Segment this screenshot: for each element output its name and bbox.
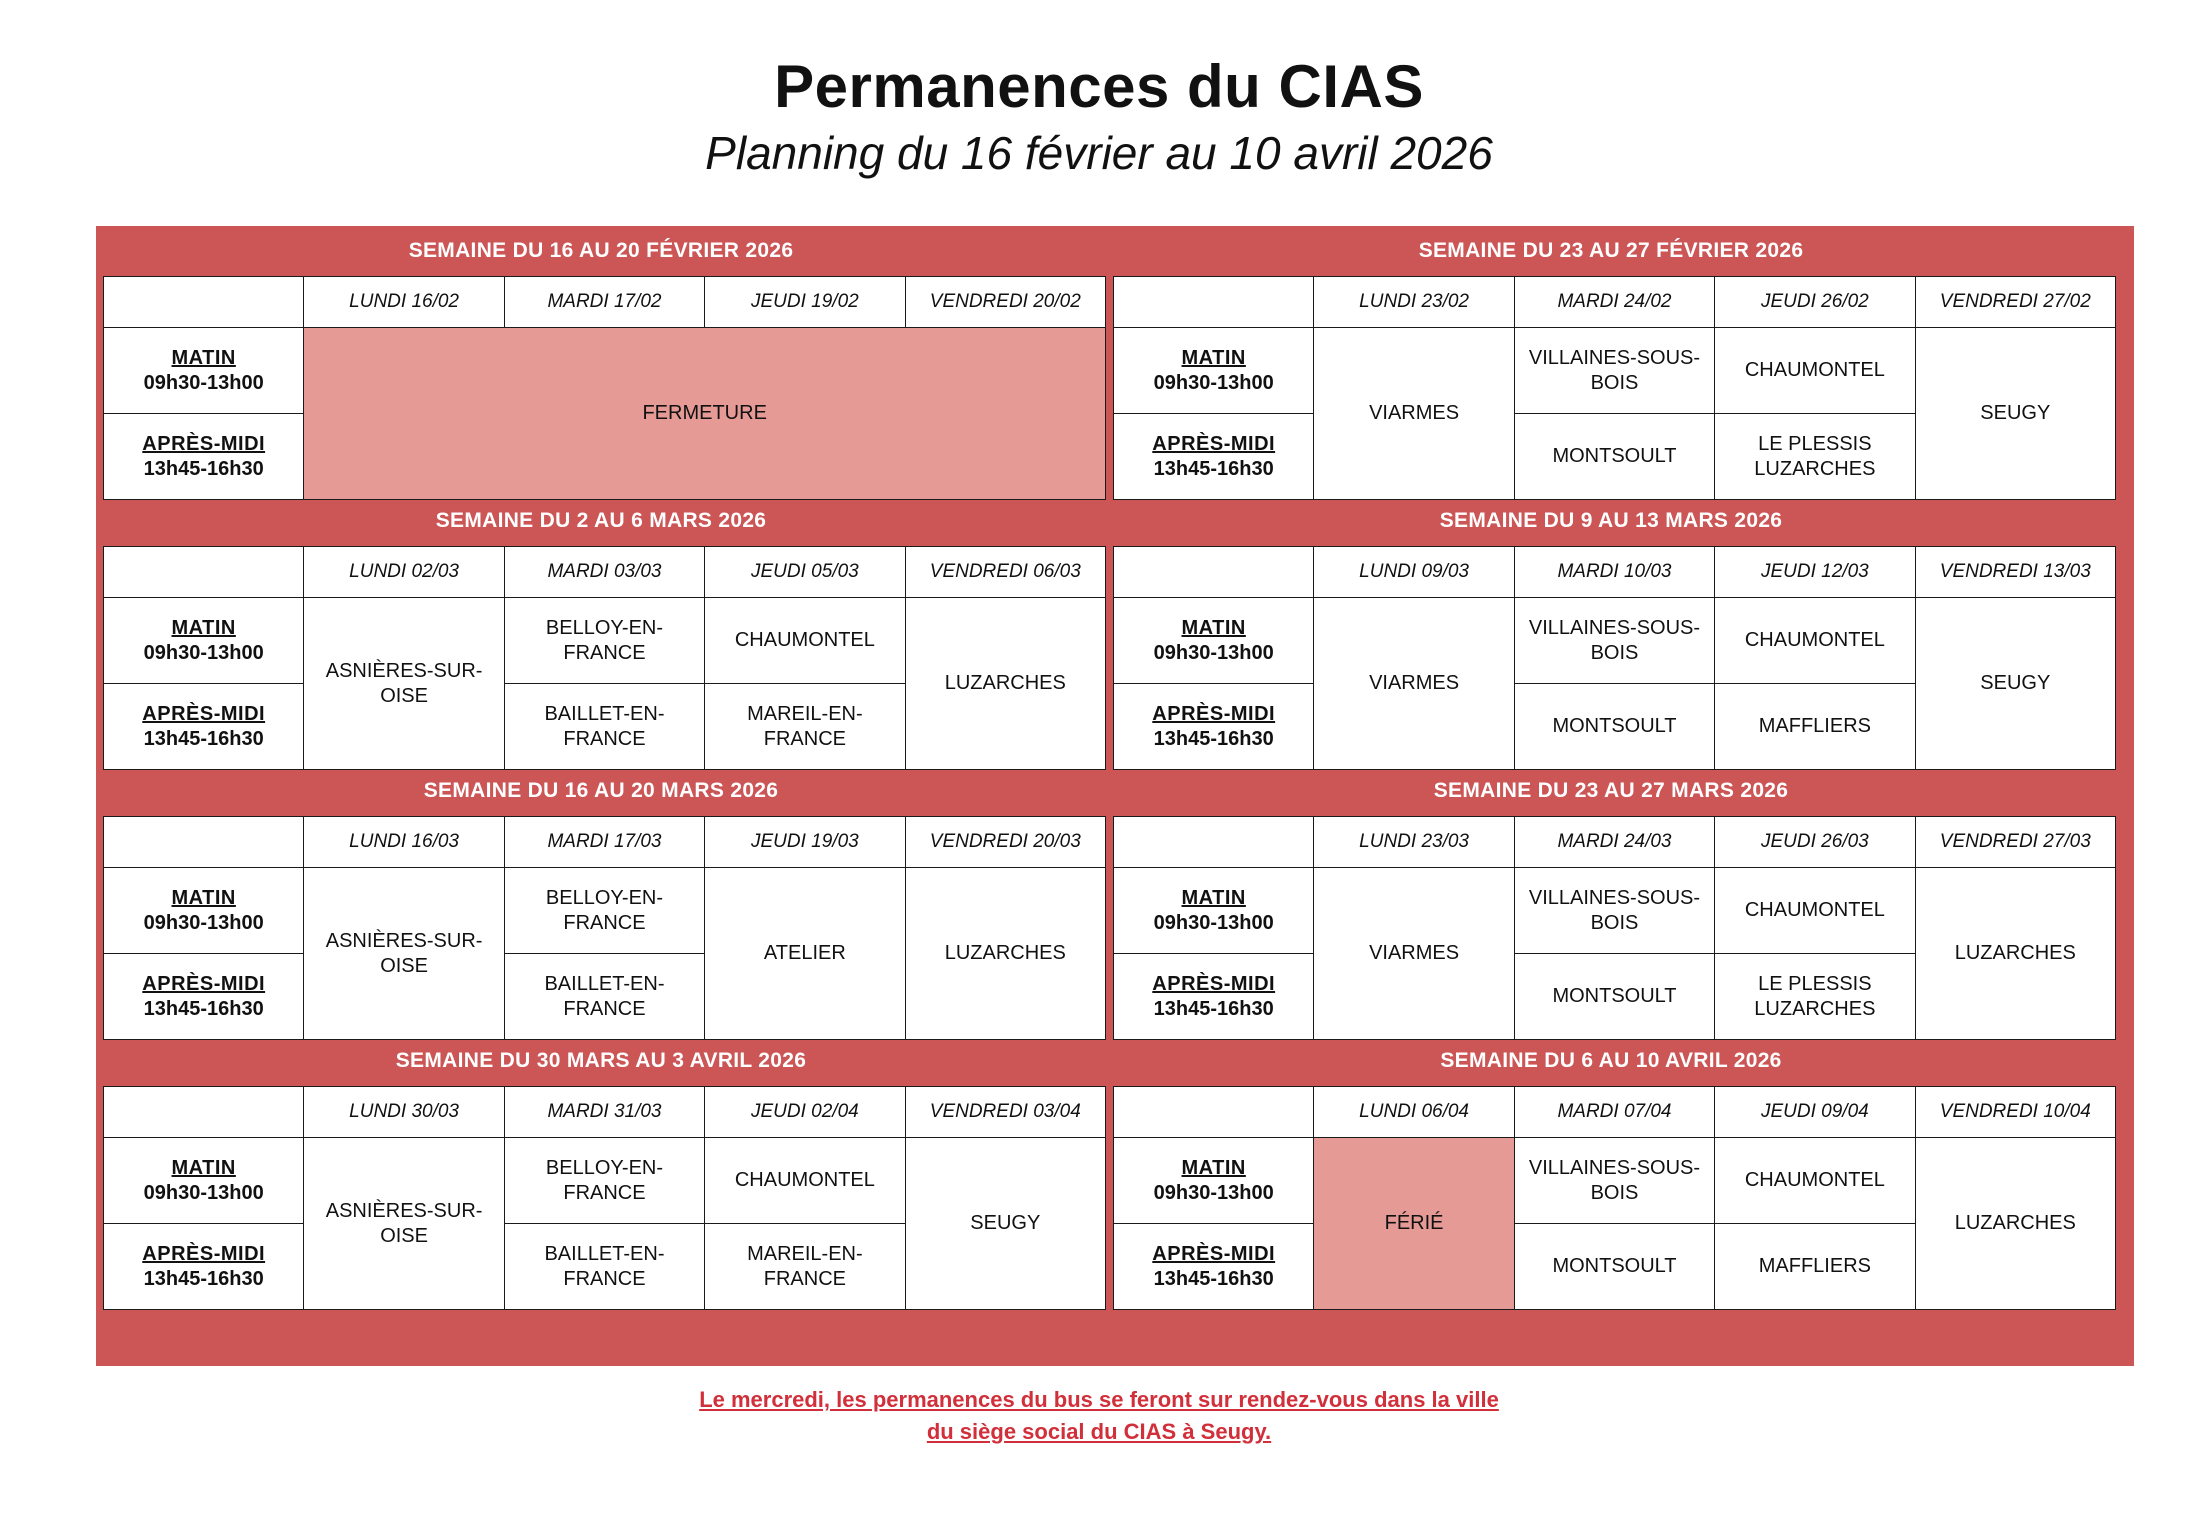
friday-location: LUZARCHES (1915, 868, 2115, 1040)
thursday-afternoon-location: MAFFLIERS (1715, 1224, 1915, 1310)
day-header: LUNDI 23/02 (1314, 277, 1514, 328)
corner-cell (1114, 1087, 1314, 1138)
tuesday-morning-location: VILLAINES-SOUS-BOIS (1514, 1138, 1714, 1224)
week-title: SEMAINE DU 2 AU 6 MARS 2026 (435, 509, 767, 532)
corner-cell (1114, 277, 1314, 328)
week-table (1113, 816, 2116, 1040)
day-header: VENDREDI 20/02 (905, 277, 1105, 328)
morning-hours: 09h30-13h00 (1153, 641, 1274, 664)
footnote (0, 1384, 2198, 1448)
afternoon-hours: 13h45-16h30 (143, 1267, 264, 1290)
afternoon-label (1114, 684, 1314, 770)
week-table (103, 816, 1106, 1040)
day-header: MARDI 10/03 (1514, 547, 1714, 598)
day-header: MARDI 17/03 (504, 817, 704, 868)
day-header: VENDREDI 06/03 (905, 547, 1105, 598)
tuesday-afternoon-location: BAILLET-EN-FRANCE (504, 1224, 704, 1310)
afternoon-title: APRÈS-MIDI (142, 972, 266, 995)
corner-cell (104, 277, 304, 328)
afternoon-title: APRÈS-MIDI (142, 432, 266, 455)
tuesday-afternoon-location: BAILLET-EN-FRANCE (504, 684, 704, 770)
thursday-afternoon-location: LE PLESSIS LUZARCHES (1715, 414, 1915, 500)
morning-label (104, 598, 304, 684)
footnote-line-1: Le mercredi, les permanences du bus se feront sur rendez-vous dans la ville (699, 1387, 1499, 1412)
thursday-morning-location: CHAUMONTEL (705, 598, 905, 684)
week-table (103, 276, 1106, 500)
morning-hours: 09h30-13h00 (1153, 371, 1274, 394)
day-header: LUNDI 16/02 (304, 277, 504, 328)
morning-hours: 09h30-13h00 (143, 911, 264, 934)
week-block (1106, 1036, 2116, 1306)
morning-title: MATIN (1181, 346, 1246, 369)
footnote-line-2: du siège social du CIAS à Seugy. (926, 1419, 1272, 1444)
afternoon-hours: 13h45-16h30 (143, 727, 264, 750)
morning-hours: 09h30-13h00 (143, 1181, 264, 1204)
week-title: SEMAINE DU 9 AU 13 MARS 2026 (1439, 509, 1783, 532)
afternoon-hours: 13h45-16h30 (1153, 1267, 1274, 1290)
week-table (1113, 1086, 2116, 1310)
week-block (96, 496, 1106, 766)
friday-location: LUZARCHES (905, 598, 1105, 770)
morning-title: MATIN (171, 886, 236, 909)
afternoon-hours: 13h45-16h30 (1153, 457, 1274, 480)
tuesday-afternoon-location: MONTSOULT (1514, 1224, 1714, 1310)
week-block (1106, 496, 2116, 766)
week-block (96, 1036, 1106, 1306)
day-header: MARDI 31/03 (504, 1087, 704, 1138)
friday-location: SEUGY (1915, 328, 2115, 500)
thursday-morning-location: CHAUMONTEL (1715, 868, 1915, 954)
week-block (96, 766, 1106, 1036)
thursday-morning-location: CHAUMONTEL (1715, 328, 1915, 414)
morning-hours: 09h30-13h00 (1153, 1181, 1274, 1204)
friday-location: SEUGY (905, 1138, 1105, 1310)
thursday-morning-location: CHAUMONTEL (1715, 598, 1915, 684)
tuesday-afternoon-location: MONTSOULT (1514, 414, 1714, 500)
tuesday-morning-location: VILLAINES-SOUS-BOIS (1514, 598, 1714, 684)
day-header: JEUDI 09/04 (1715, 1087, 1915, 1138)
morning-title: MATIN (1181, 886, 1246, 909)
morning-title: MATIN (171, 346, 236, 369)
afternoon-title: APRÈS-MIDI (1152, 972, 1276, 995)
day-header: MARDI 24/03 (1514, 817, 1714, 868)
day-header: JEUDI 26/03 (1715, 817, 1915, 868)
afternoon-title: APRÈS-MIDI (142, 702, 266, 725)
day-header: JEUDI 19/02 (705, 277, 905, 328)
thursday-afternoon-location: MAREIL-EN-FRANCE (705, 1224, 905, 1310)
thursday-morning-location: CHAUMONTEL (705, 1138, 905, 1224)
monday-location: VIARMES (1314, 328, 1514, 500)
tuesday-afternoon-location: MONTSOULT (1514, 954, 1714, 1040)
week-title: SEMAINE DU 23 AU 27 MARS 2026 (1433, 779, 1789, 802)
afternoon-hours: 13h45-16h30 (143, 457, 264, 480)
afternoon-label (104, 1224, 304, 1310)
afternoon-hours: 13h45-16h30 (1153, 997, 1274, 1020)
morning-label (104, 1138, 304, 1224)
afternoon-title: APRÈS-MIDI (1152, 432, 1276, 455)
tuesday-morning-location: VILLAINES-SOUS-BOIS (1514, 868, 1714, 954)
week-table (103, 546, 1106, 770)
afternoon-title: APRÈS-MIDI (1152, 702, 1276, 725)
day-header: LUNDI 23/03 (1314, 817, 1514, 868)
friday-location: SEUGY (1915, 598, 2115, 770)
tuesday-afternoon-location: BAILLET-EN-FRANCE (504, 954, 704, 1040)
week-block (1106, 766, 2116, 1036)
closure-cell: FERMETURE (304, 328, 1106, 500)
page-title: Permanences du CIAS (774, 53, 1424, 120)
tuesday-morning-location: BELLOY-EN-FRANCE (504, 1138, 704, 1224)
day-header: LUNDI 06/04 (1314, 1087, 1514, 1138)
day-header: JEUDI 02/04 (705, 1087, 905, 1138)
afternoon-hours: 13h45-16h30 (1153, 727, 1274, 750)
week-title: SEMAINE DU 6 AU 10 AVRIL 2026 (1440, 1049, 1782, 1072)
day-header: MARDI 24/02 (1514, 277, 1714, 328)
day-header: MARDI 17/02 (504, 277, 704, 328)
thursday-location: ATELIER (705, 868, 905, 1040)
morning-label (104, 328, 304, 414)
afternoon-label (1114, 954, 1314, 1040)
day-header: LUNDI 02/03 (304, 547, 504, 598)
day-header: JEUDI 26/02 (1715, 277, 1915, 328)
thursday-afternoon-location: MAFFLIERS (1715, 684, 1915, 770)
monday-location: ASNIÈRES-SUR-OISE (304, 1138, 504, 1310)
corner-cell (104, 817, 304, 868)
friday-location: LUZARCHES (1915, 1138, 2115, 1310)
morning-title: MATIN (1181, 616, 1246, 639)
tuesday-morning-location: BELLOY-EN-FRANCE (504, 598, 704, 684)
morning-label (1114, 868, 1314, 954)
tuesday-morning-location: VILLAINES-SOUS-BOIS (1514, 328, 1714, 414)
tuesday-morning-location: BELLOY-EN-FRANCE (504, 868, 704, 954)
thursday-morning-location: CHAUMONTEL (1715, 1138, 1915, 1224)
day-header: JEUDI 05/03 (705, 547, 905, 598)
morning-label (104, 868, 304, 954)
schedule-frame (96, 226, 2134, 1366)
afternoon-label (104, 414, 304, 500)
week-title: SEMAINE DU 30 MARS AU 3 AVRIL 2026 (395, 1049, 807, 1072)
week-table (103, 1086, 1106, 1310)
morning-hours: 09h30-13h00 (143, 641, 264, 664)
monday-location: ASNIÈRES-SUR-OISE (304, 598, 504, 770)
day-header: MARDI 07/04 (1514, 1087, 1714, 1138)
corner-cell (1114, 817, 1314, 868)
morning-label (1114, 598, 1314, 684)
thursday-afternoon-location: LE PLESSIS LUZARCHES (1715, 954, 1915, 1040)
day-header: LUNDI 30/03 (304, 1087, 504, 1138)
morning-hours: 09h30-13h00 (143, 371, 264, 394)
corner-cell (104, 547, 304, 598)
monday-location: VIARMES (1314, 868, 1514, 1040)
day-header: VENDREDI 20/03 (905, 817, 1105, 868)
morning-title: MATIN (171, 1156, 236, 1179)
morning-title: MATIN (1181, 1156, 1246, 1179)
week-table (1113, 276, 2116, 500)
week-title: SEMAINE DU 16 AU 20 FÉVRIER 2026 (408, 239, 794, 262)
afternoon-label (1114, 414, 1314, 500)
day-header: JEUDI 12/03 (1715, 547, 1915, 598)
day-header: VENDREDI 10/04 (1915, 1087, 2115, 1138)
week-block (1106, 226, 2116, 496)
morning-label (1114, 328, 1314, 414)
friday-location: LUZARCHES (905, 868, 1105, 1040)
week-title: SEMAINE DU 16 AU 20 MARS 2026 (423, 779, 779, 802)
afternoon-label (104, 684, 304, 770)
afternoon-title: APRÈS-MIDI (1152, 1242, 1276, 1265)
day-header: JEUDI 19/03 (705, 817, 905, 868)
day-header: MARDI 03/03 (504, 547, 704, 598)
day-header: VENDREDI 03/04 (905, 1087, 1105, 1138)
monday-location: ASNIÈRES-SUR-OISE (304, 868, 504, 1040)
page-subtitle: Planning du 16 février au 10 avril 2026 (705, 127, 1493, 179)
corner-cell (1114, 547, 1314, 598)
tuesday-afternoon-location: MONTSOULT (1514, 684, 1714, 770)
morning-hours: 09h30-13h00 (1153, 911, 1274, 934)
monday-location: VIARMES (1314, 598, 1514, 770)
day-header: VENDREDI 13/03 (1915, 547, 2115, 598)
afternoon-label (1114, 1224, 1314, 1310)
afternoon-title: APRÈS-MIDI (142, 1242, 266, 1265)
morning-label (1114, 1138, 1314, 1224)
day-header: LUNDI 16/03 (304, 817, 504, 868)
morning-title: MATIN (171, 616, 236, 639)
week-table (1113, 546, 2116, 770)
afternoon-label (104, 954, 304, 1040)
week-block (96, 226, 1106, 496)
corner-cell (104, 1087, 304, 1138)
day-header: LUNDI 09/03 (1314, 547, 1514, 598)
afternoon-hours: 13h45-16h30 (143, 997, 264, 1020)
week-title: SEMAINE DU 23 AU 27 FÉVRIER 2026 (1418, 239, 1804, 262)
day-header: VENDREDI 27/03 (1915, 817, 2115, 868)
day-header: VENDREDI 27/02 (1915, 277, 2115, 328)
holiday-cell: FÉRIÉ (1314, 1138, 1514, 1310)
thursday-afternoon-location: MAREIL-EN-FRANCE (705, 684, 905, 770)
